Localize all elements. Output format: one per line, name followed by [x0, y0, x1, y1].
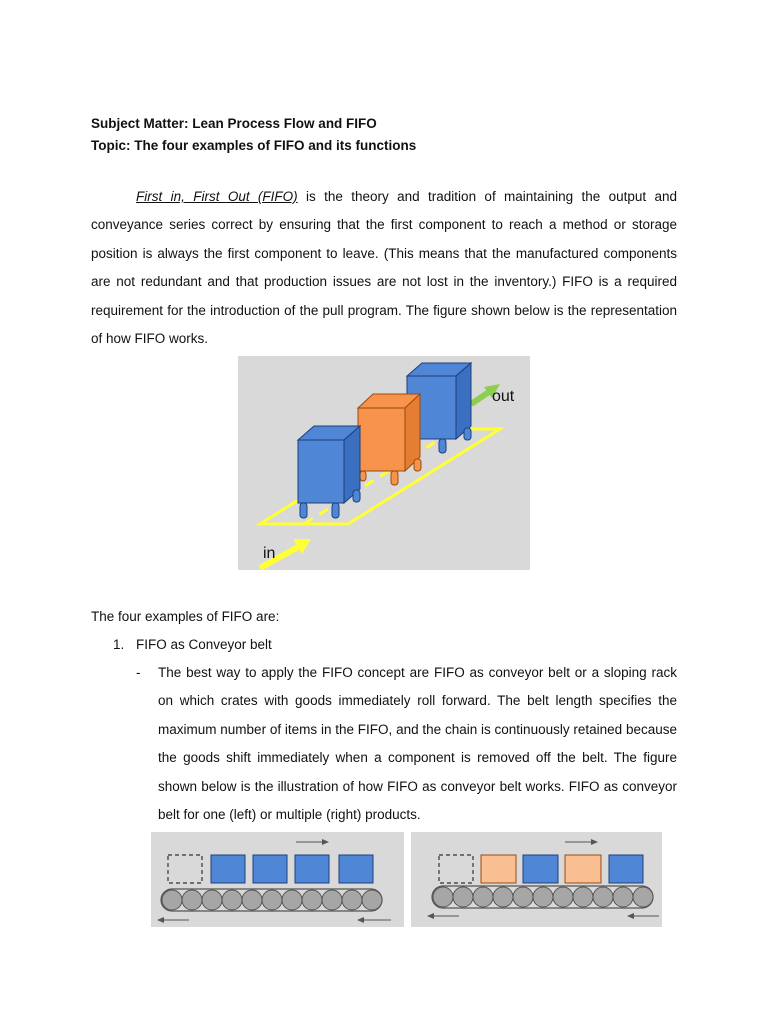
return-arrow-icon: [627, 913, 634, 919]
crate-orange: [565, 855, 601, 883]
item1-number: 1.: [113, 637, 125, 652]
out-label: out: [492, 388, 515, 405]
return-arrow-icon: [157, 917, 164, 923]
subject-heading: Subject Matter: Lean Process Flow and FIFO: [91, 116, 377, 131]
crate-blue: [211, 855, 245, 883]
conveyor-single-product-figure: [151, 832, 404, 927]
item1-description: The best way to apply the FIFO concept are FIFO as conveyor belt or a sloping rack on which crates with goods immediately roll forward. The belt length specifies the maximum number of items in the FIFO, and the chain is continuously retained because the goods shift immediately when a component is removed off the belt. The figure shown below is the illustration of how FIFO as conveyor belt works. FIFO as conveyor belt for one (left) or multiple (right) products.: [158, 665, 677, 823]
crate-blue: [339, 855, 373, 883]
crate-orange: [481, 855, 516, 883]
cart-blue-front: [298, 426, 360, 518]
empty-slot: [439, 855, 473, 883]
intro-text: is the theory and tradition of maintaining the output and conveyance series correct by ensuring that the first component to reach a method or storage position is always the first component to leave. (This means that the manufactured components are not redundant and that production issues are not lost in the inventory.) FIFO is a required requirement for the introduction of the pull program. The figure shown below is the representation of how FIFO works.: [91, 189, 677, 347]
crate-blue: [609, 855, 643, 883]
in-label: in: [263, 545, 276, 562]
examples-heading: The four examples of FIFO are:: [91, 609, 280, 624]
conveyor-multiple-products-figure: [411, 832, 662, 927]
crate-blue: [253, 855, 287, 883]
rollers: [162, 890, 382, 910]
empty-slot: [168, 855, 202, 883]
crate-blue: [295, 855, 329, 883]
return-arrow-icon: [427, 913, 434, 919]
return-arrow-icon: [357, 917, 364, 923]
item1-title: FIFO as Conveyor belt: [136, 637, 272, 652]
rollers: [433, 887, 653, 907]
fifo-cart-figure: [238, 356, 530, 570]
item1-dash: -: [136, 665, 141, 680]
direction-arrow-icon: [591, 839, 598, 845]
direction-arrow-icon: [322, 839, 329, 845]
fifo-term: First in, First Out (FIFO): [136, 189, 298, 204]
cart-orange: [358, 394, 421, 485]
crate-blue: [523, 855, 558, 883]
topic-heading: Topic: The four examples of FIFO and its functions: [91, 138, 417, 153]
intro-paragraph: [91, 183, 677, 353]
